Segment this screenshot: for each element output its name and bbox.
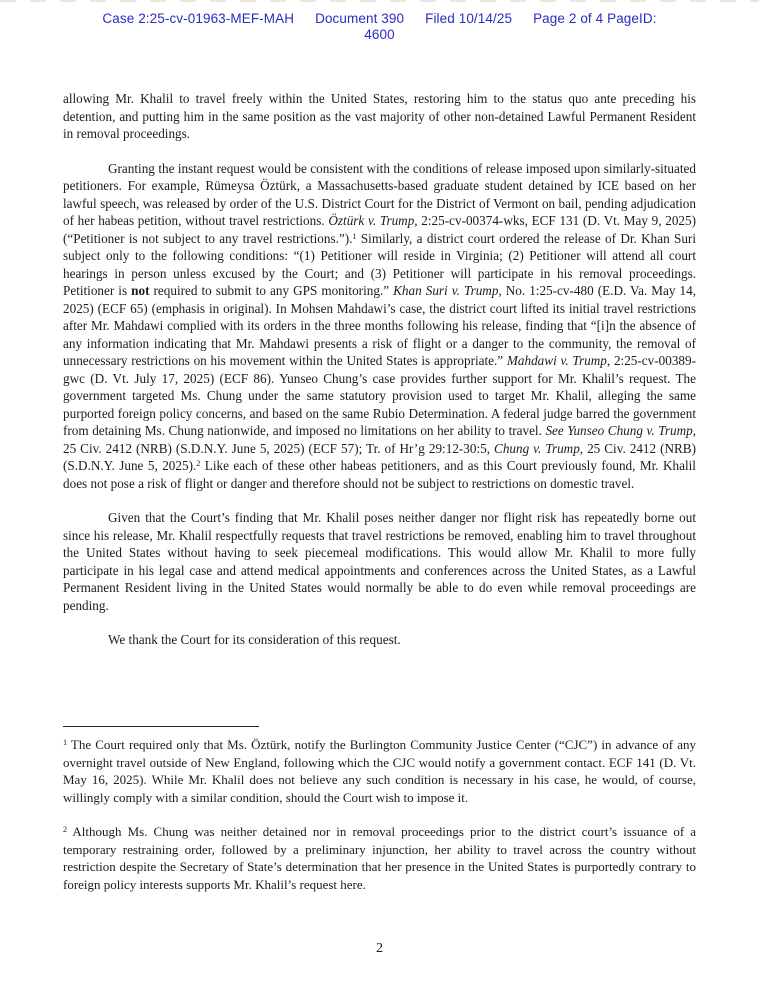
body-paragraph: We thank the Court for its consideration of this request. bbox=[108, 632, 401, 647]
pageid-value: 4600 bbox=[364, 27, 395, 42]
footnote-1: $^1$ The Court required only that Ms. Öztürk, notify the Burlington Community Justice Center (“CJC”) in advance of any overnight travel outside of New England, following which the CJC would notify a government contact. ECF 141 (D. Vt. May 16, 2025). While Mr. Khalil does not believe any such condition is necessary in his case, he would, of course, willingly comply with a similar condition, should the Court wish to impose it. bbox=[63, 737, 696, 805]
footnote-separator bbox=[63, 726, 259, 727]
case-number: Case 2:25-cv-01963-MEF-MAH bbox=[102, 11, 295, 26]
ecf-stamp-line1 bbox=[0, 11, 759, 27]
body-paragraph: allowing Mr. Khalil to travel freely within the United States, restoring him to the status quo ante preceding his detention, and putting him in the same position as the vast majority of other non-detained Lawful Permanent Resident in removal proceedings. bbox=[63, 91, 696, 141]
page-number: 2 bbox=[376, 941, 383, 956]
filed-date: Filed 10/14/25 bbox=[425, 11, 513, 26]
scan-noise-artifact bbox=[0, 0, 759, 2]
document-number: Document 390 bbox=[315, 11, 405, 26]
page-of-pageid: Page 2 of 4 PageID: bbox=[533, 11, 657, 26]
footnotes-section bbox=[63, 726, 696, 910]
body-paragraph: Granting the instant request would be consistent with the conditions of release imposed upon similarly-situated petitioners. For example, Rümeysa Öztürk, a Massachusetts-based graduate student detained by ICE based on her lawful speech, was released by order of the U.S. District Court for the District of Vermont on bail, pending adjudication of her habeas petition, without travel restrictions. Öztürk v. Trump, 2:25-cv-00374-wks, ECF 131 (D. Vt. May 9, 2025) (“Petitioner is not subject to any travel restrictions.”).$^1$ Similarly, a district court ordered the release of Dr. Khan Suri subject only to the following conditions: “(1) Petitioner will reside in Virginia; (2) Petitioner will attend all court hearings in person unless excused by the Court; and (3) Petitioner will participate in his removal proceedings. Petitioner is not required to submit to any GPS monitoring.” Khan Suri v. Trump, No. 1:25-cv-480 (E.D. Va. May 14, 2025) (ECF 65) (emphasis in original). In Mohsen Mahdawi’s case, the district court lifted its initial travel restrictions after Mr. Mahdawi complied with its orders in the three months following his release, finding that “[i]n the absence of any information indicating that Mr. Mahdawi presents a risk of flight or a danger to the community, the removal of unnecessary restrictions on his movement within the United States is appropriate.” Mahdawi v. Trump, 2:25-cv-00389-gwc (D. Vt. July 17, 2025) (ECF 86). Yunseo Chung’s case provides further support for Mr. Khalil’s request. The government targeted Ms. Chung under the same statutory provision used to target Mr. Khalil, alleging the same purported foreign policy concerns, and based on the same Rubio Determination. A federal judge barred the government from detaining Ms. Chung nationwide, and imposed no limitations on her ability to travel. See Yunseo Chung v. Trump, 25 Civ. 2412 (NRB) (S.D.N.Y. June 5, 2025) (ECF 57); Tr. of Hr’g 29:12-30:5, Chung v. Trump, 25 Civ. 2412 (NRB) (S.D.N.Y. June 5, 2025).$^2$ Like each of these other habeas petitioners, and as this Court previously found, Mr. Khalil does not pose a risk of flight or danger and therefore should not be subject to restrictions on domestic travel. bbox=[63, 160, 696, 491]
footnote-2: $^2$ Although Ms. Chung was neither detained nor in removal proceedings prior to the district court’s issuance of a temporary restraining order, followed by a preliminary injunction, her ability to travel across the country without restriction despite the Secretary of State’s determination that her presence in the United States is purportedly contrary to foreign policy interests supports Mr. Khalil’s request here. bbox=[63, 824, 696, 892]
ecf-stamp bbox=[0, 11, 759, 43]
body-paragraph: Given that the Court’s finding that Mr. Khalil poses neither danger nor flight risk has repeatedly borne out since his release, Mr. Khalil respectfully requests that travel restrictions be removed, enabling him to travel throughout the United States without having to seek piecemeal modifications. This would allow Mr. Khalil to more fully participate in his legal case and attend medical appointments and conferences across the United States, as a Lawful Permanent Resident living in the United States would normally be able to do even while removal proceedings are pending. bbox=[63, 510, 696, 613]
document-body bbox=[63, 90, 696, 724]
